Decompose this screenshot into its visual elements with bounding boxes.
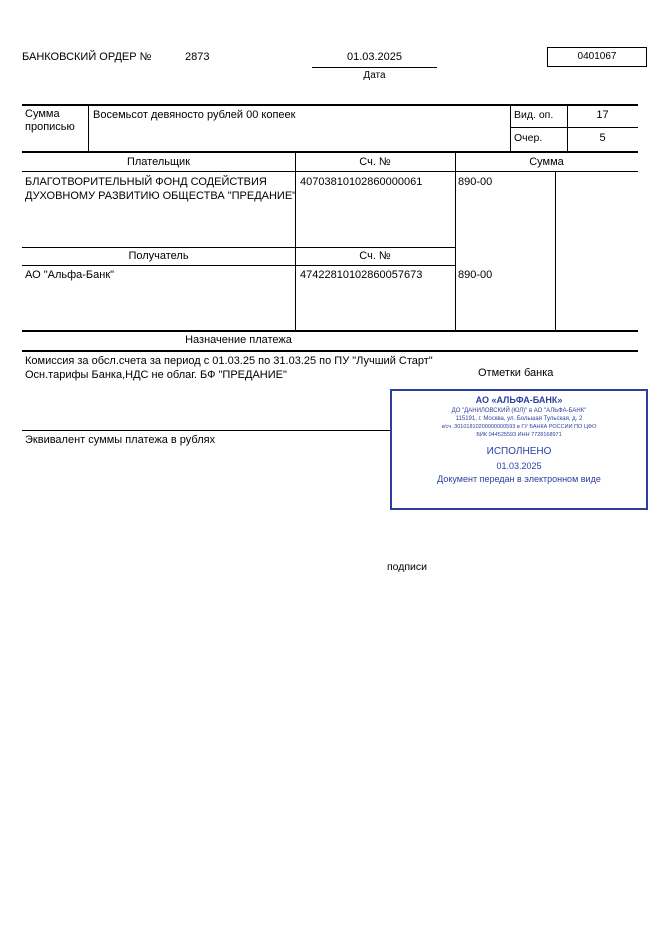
table-line [22, 151, 638, 153]
payer-name-line1: БЛАГОТВОРИТЕЛЬНЫЙ ФОНД СОДЕЙСТВИЯ [25, 176, 267, 188]
date-value: 01.03.2025 [346, 51, 403, 63]
date-underline [312, 67, 437, 68]
payer-name-line2: ДУХОВНОМУ РАЗВИТИЮ ОБЩЕСТВА "ПРЕДАНИЕ" [25, 190, 297, 202]
table-line [455, 151, 456, 332]
stamp-date: 01.03.2025 [496, 461, 542, 471]
payee-account: 47422810102860057673 [300, 269, 423, 281]
payee-account-header: Сч. № [359, 250, 391, 262]
document-title: БАНКОВСКИЙ ОРДЕР № [22, 51, 152, 63]
bank-marks-label: Отметки банка [478, 367, 554, 379]
table-line [22, 330, 638, 332]
amount-column-header: Сумма [529, 156, 564, 168]
payee-amount: 890-00 [458, 269, 493, 281]
stamp-corr-account: к/сч. 30101810200000000593 в ГУ БАНКА РОССИИ ПО ЦФО [441, 424, 597, 430]
payer-amount: 890-00 [458, 176, 493, 188]
payer-account: 40703810102860000061 [300, 176, 423, 188]
operation-type-value: 17 [596, 109, 609, 121]
priority-value: 5 [599, 132, 606, 144]
payee-header: Получатель [128, 250, 189, 262]
table-line [22, 265, 455, 266]
purpose-line1: Комиссия за обсл.счета за период с 01.03.25 по 31.03.25 по ПУ "Лучший Старт" [25, 355, 433, 367]
signatures-label: подписи [386, 561, 428, 573]
table-line [510, 127, 638, 128]
table-line [510, 104, 511, 152]
table-line [88, 104, 89, 152]
table-line [22, 430, 390, 431]
payee-name: АО "Альфа-Банк" [25, 269, 115, 281]
date-label: Дата [363, 70, 386, 81]
amount-words-value: Восемьсот девяносто рублей 00 копеек [93, 109, 296, 121]
table-line [555, 171, 556, 332]
stamp-bik-inn: БИК 044525593 ИНН 7728168971 [476, 432, 562, 438]
equivalent-label: Эквивалент суммы платежа в рублях [25, 434, 216, 446]
payer-account-header: Сч. № [359, 156, 391, 168]
order-number: 2873 [185, 51, 210, 63]
purpose-line2: Осн.тарифы Банка,НДС не облаг. БФ "ПРЕДАНИЕ" [25, 369, 287, 381]
operation-type-label: Вид. оп. [514, 109, 554, 121]
stamp-status: ИСПОЛНЕНО [486, 446, 552, 457]
priority-label: Очер. [514, 132, 543, 144]
stamp-note: Документ передан в электронном виде [437, 474, 601, 484]
table-line-top [22, 104, 638, 106]
table-line [22, 350, 638, 352]
table-line [22, 247, 455, 248]
amount-words-label: Сумма прописью [25, 108, 75, 133]
payer-header: Плательщик [126, 156, 191, 168]
form-code-box: 0401067 [547, 47, 647, 67]
table-line [295, 151, 296, 332]
stamp-bank-name: АО «АЛЬФА-БАНК» [475, 395, 563, 405]
stamp-address: 115191, г. Москва, ул. Большая Тульская, д. 2 [455, 416, 583, 422]
stamp-branch: ДО "ДАНИЛОВСКИЙ (ЮЛ)" в АО "АЛЬФА-БАНК" [451, 408, 587, 414]
bank-stamp [390, 389, 648, 510]
purpose-header: Назначение платежа [185, 334, 292, 346]
table-line [22, 171, 638, 172]
